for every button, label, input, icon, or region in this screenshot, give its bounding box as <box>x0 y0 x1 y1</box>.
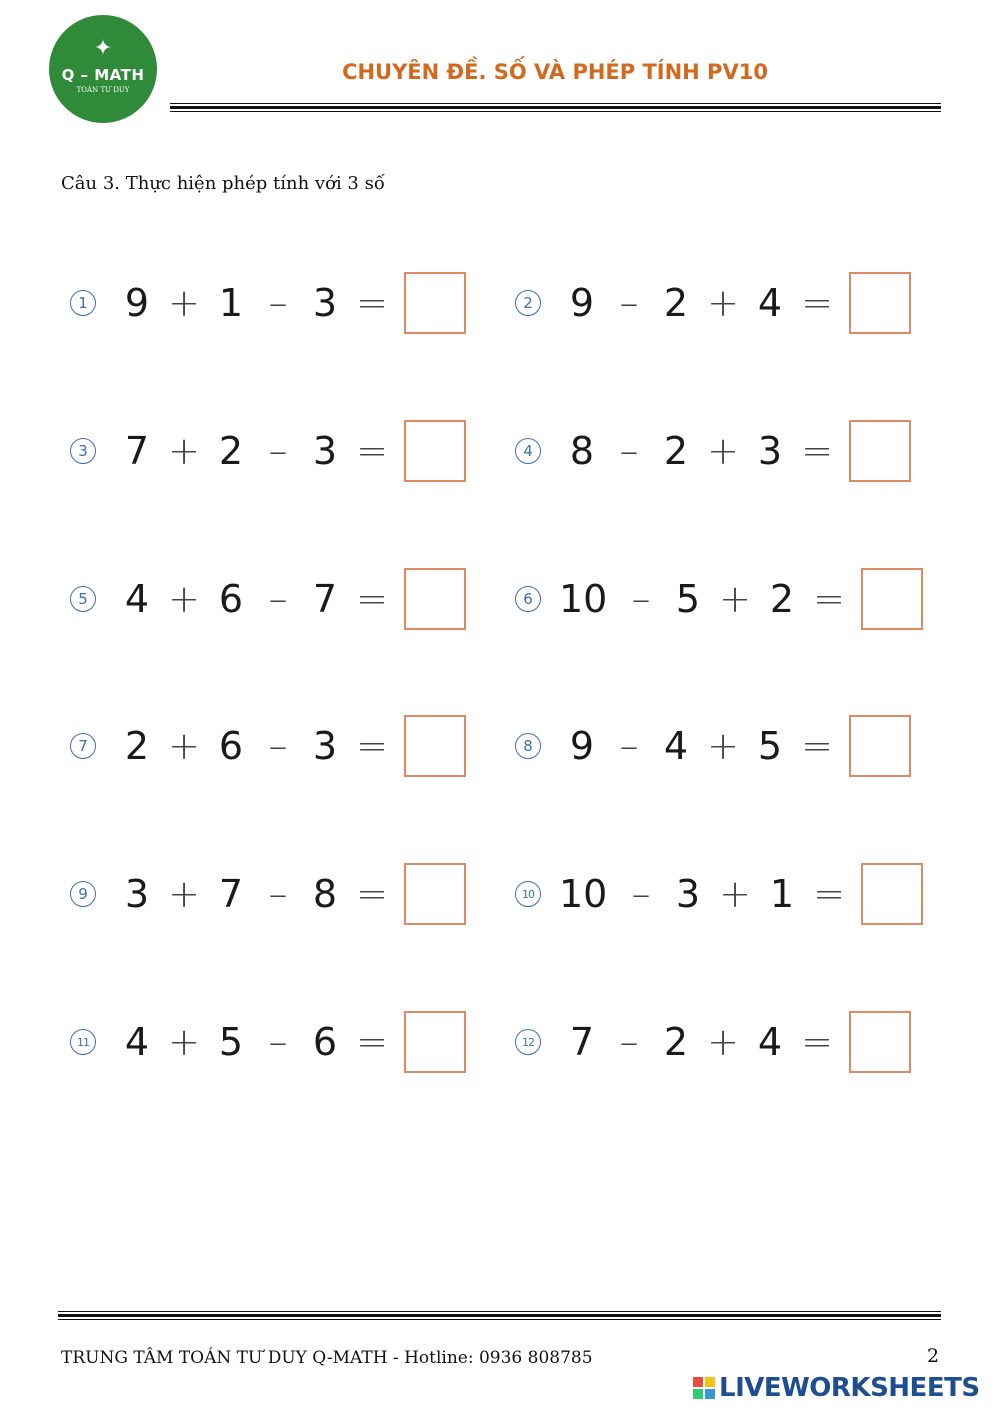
operand: 3 <box>312 429 338 473</box>
operator: + <box>707 429 739 473</box>
equals-sign: = <box>356 577 388 621</box>
operator: + <box>168 872 200 916</box>
operator: – <box>619 1020 639 1064</box>
answer-box[interactable] <box>849 715 911 777</box>
operand: 3 <box>312 281 338 325</box>
problem-number-badge: 4 <box>515 438 541 464</box>
answer-box[interactable] <box>404 420 466 482</box>
crane-icon: ✦ <box>93 36 113 61</box>
equals-sign: = <box>813 872 845 916</box>
operand: 8 <box>312 872 338 916</box>
operand: 7 <box>569 1020 595 1064</box>
answer-box[interactable] <box>861 863 923 925</box>
equals-sign: = <box>801 1020 833 1064</box>
watermark-text: LIVEWORKSHEETS <box>719 1373 980 1403</box>
operand: 2 <box>663 281 689 325</box>
operand: 6 <box>218 724 244 768</box>
operator: + <box>168 724 200 768</box>
operator: + <box>719 577 751 621</box>
operator: + <box>168 281 200 325</box>
operator: – <box>619 429 639 473</box>
problem-item <box>70 418 466 484</box>
operator: + <box>168 577 200 621</box>
problem-number-badge: 12 <box>515 1029 541 1055</box>
operand: 2 <box>124 724 150 768</box>
answer-box[interactable] <box>861 568 923 630</box>
problem-item <box>515 418 911 484</box>
footer-divider-thin-2 <box>58 1319 941 1320</box>
answer-box[interactable] <box>849 272 911 334</box>
operand: 4 <box>757 1020 783 1064</box>
operand: 8 <box>569 429 595 473</box>
problem-number-badge: 3 <box>70 438 96 464</box>
operator: – <box>268 1020 288 1064</box>
equals-sign: = <box>813 577 845 621</box>
operand: 7 <box>218 872 244 916</box>
problem-number-badge: 7 <box>70 733 96 759</box>
operator: – <box>268 577 288 621</box>
operator: – <box>631 872 651 916</box>
header-divider-thin <box>170 103 941 104</box>
operand: 4 <box>663 724 689 768</box>
footer-divider-thin <box>58 1311 941 1312</box>
operator: – <box>631 577 651 621</box>
equals-sign: = <box>801 724 833 768</box>
operand: 5 <box>757 724 783 768</box>
problem-item <box>515 270 911 336</box>
problem-number-badge: 10 <box>515 881 541 907</box>
operator: – <box>268 872 288 916</box>
problem-item <box>70 861 466 927</box>
equals-sign: = <box>356 872 388 916</box>
answer-box[interactable] <box>404 1011 466 1073</box>
problem-item <box>515 861 923 927</box>
operand: 10 <box>559 577 608 621</box>
operand: 6 <box>218 577 244 621</box>
operator: + <box>719 872 751 916</box>
problem-item <box>515 1009 911 1075</box>
operator: – <box>619 724 639 768</box>
operand: 4 <box>757 281 783 325</box>
footer-divider-thick <box>58 1314 941 1317</box>
problem-number-badge: 11 <box>70 1029 96 1055</box>
operand: 2 <box>769 577 795 621</box>
logo-tagline: TOÁN TƯ DUY <box>76 86 130 94</box>
operator: – <box>268 429 288 473</box>
operator: + <box>707 1020 739 1064</box>
operand: 2 <box>663 429 689 473</box>
problem-number-badge: 9 <box>70 881 96 907</box>
operand: 3 <box>312 724 338 768</box>
operand: 2 <box>663 1020 689 1064</box>
operand: 9 <box>569 724 595 768</box>
operator: + <box>707 724 739 768</box>
page-title: CHUYÊN ĐỀ. SỐ VÀ PHÉP TÍNH PV10 <box>342 60 768 84</box>
page-number: 2 <box>927 1345 940 1367</box>
operator: – <box>268 281 288 325</box>
problem-item <box>70 270 466 336</box>
problem-item <box>515 713 911 779</box>
operand: 3 <box>757 429 783 473</box>
problem-item <box>70 566 466 632</box>
operand: 3 <box>124 872 150 916</box>
problem-number-badge: 6 <box>515 586 541 612</box>
equals-sign: = <box>356 1020 388 1064</box>
operator: + <box>168 1020 200 1064</box>
operand: 9 <box>124 281 150 325</box>
problem-number-badge: 8 <box>515 733 541 759</box>
equals-sign: = <box>356 281 388 325</box>
equals-sign: = <box>356 724 388 768</box>
answer-box[interactable] <box>404 272 466 334</box>
operand: 5 <box>218 1020 244 1064</box>
answer-box[interactable] <box>404 568 466 630</box>
operator: – <box>268 724 288 768</box>
operator: – <box>619 281 639 325</box>
operand: 7 <box>312 577 338 621</box>
operand: 4 <box>124 1020 150 1064</box>
equals-sign: = <box>356 429 388 473</box>
problem-number-badge: 1 <box>70 290 96 316</box>
question-prompt: Câu 3. Thực hiện phép tính với 3 số <box>61 173 385 194</box>
operand: 7 <box>124 429 150 473</box>
answer-box[interactable] <box>849 1011 911 1073</box>
operand: 9 <box>569 281 595 325</box>
footer-hotline: TRUNG TÂM TOÁN TƯ DUY Q-MATH - Hotline: 0936 808785 <box>61 1348 593 1368</box>
equals-sign: = <box>801 429 833 473</box>
operand: 6 <box>312 1020 338 1064</box>
problem-item <box>70 713 466 779</box>
liveworksheets-icon <box>693 1377 715 1399</box>
problem-number-badge: 2 <box>515 290 541 316</box>
operator: + <box>168 429 200 473</box>
operand: 4 <box>124 577 150 621</box>
problem-item <box>70 1009 466 1075</box>
header-divider-thin-2 <box>170 111 941 112</box>
qmath-logo <box>49 15 157 123</box>
operand: 10 <box>559 872 608 916</box>
operand: 3 <box>675 872 701 916</box>
header-divider-thick <box>170 106 941 109</box>
operator: + <box>707 281 739 325</box>
operand: 2 <box>218 429 244 473</box>
logo-brand: Q – MATH <box>61 66 145 84</box>
problem-item <box>515 566 923 632</box>
liveworksheets-watermark <box>693 1373 980 1403</box>
answer-box[interactable] <box>404 863 466 925</box>
equals-sign: = <box>801 281 833 325</box>
operand: 1 <box>769 872 795 916</box>
answer-box[interactable] <box>849 420 911 482</box>
operand: 5 <box>675 577 701 621</box>
operand: 1 <box>218 281 244 325</box>
answer-box[interactable] <box>404 715 466 777</box>
problem-number-badge: 5 <box>70 586 96 612</box>
